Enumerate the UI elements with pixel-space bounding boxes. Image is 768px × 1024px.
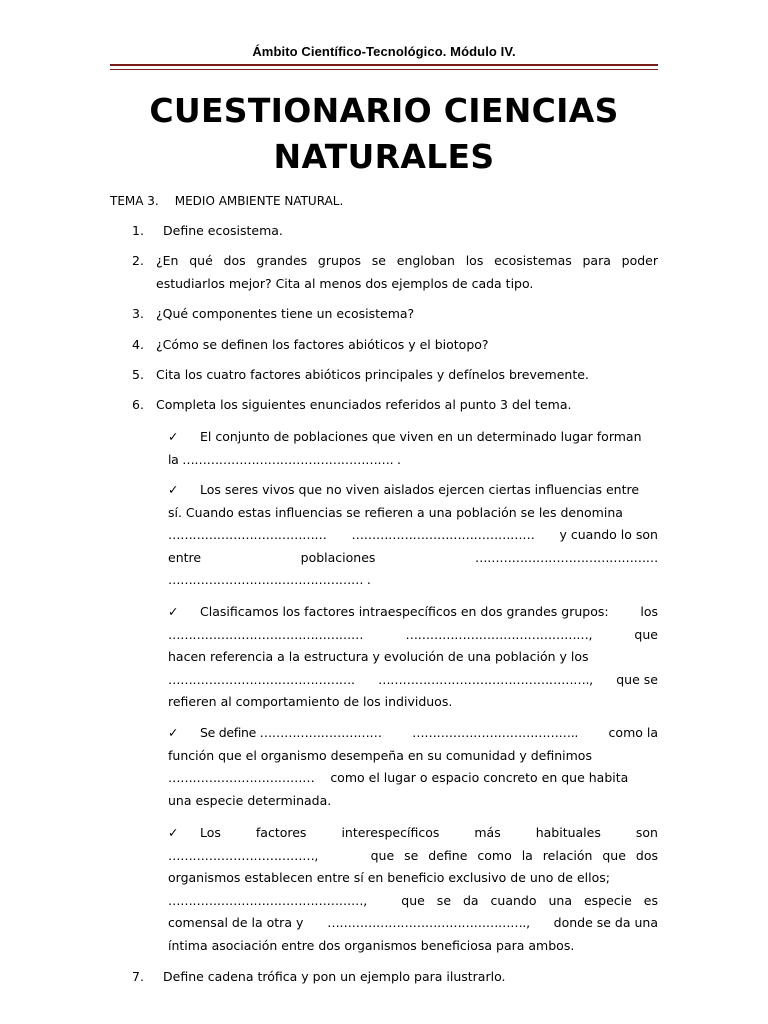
title-line-1: CUESTIONARIO CIENCIAS [149,91,619,130]
question-number: 5. [132,367,144,382]
blank: ………………………………………… [168,626,364,642]
blank: ………………………………….. [412,725,579,740]
item-text: interespecíficos [341,825,440,840]
question-1 [110,220,658,243]
check-mark-icon: ✓ [168,482,179,497]
item-text: que se [616,671,658,687]
item-text: más [474,825,501,840]
check-mark-icon: ✓ [168,429,179,444]
item-text: que se define como la relación que dos [370,847,658,863]
question-text: ¿Cómo se definen los factores abióticos y el biotopo? [156,337,489,352]
check-mark-icon: ✓ [168,604,179,619]
topic-heading [110,194,343,208]
blank: ……………………………………… [351,527,535,542]
topic-text: MEDIO AMBIENTE NATURAL. [174,194,344,208]
item-text: son [635,825,658,840]
item-row [168,822,658,845]
document-title [0,88,768,180]
check-mark-icon: ✓ [168,725,179,740]
blank-line: la ……………………………………………. . [168,451,401,467]
item-text: hacen referencia a la estructura y evolución de una población y los [168,649,589,664]
blank-row [168,624,658,647]
item-text: factores [255,825,307,840]
item-text: habituales [535,825,601,840]
item-text: Los seres vivos que no viven aislados ejercen ciertas influencias entre [200,482,640,497]
item-text: íntima asociación entre dos organismos beneficiosa para ambos. [168,937,575,953]
fill-in-item-3 [168,601,658,714]
item-text: los [640,604,658,619]
blank: …………………………………………., [327,915,530,930]
item-text: función que el organismo desempeña en su comunidad y definimos [168,747,592,763]
running-header: Ámbito Científico-Tecnológico. Módulo IV. [252,44,516,59]
question-4 [110,334,658,357]
blank-row [168,890,658,913]
blank-line: ………………………………………… . [168,572,371,587]
title-line-2: NATURALES [273,137,495,176]
question-text: Cita los cuatro factores abióticos principales y defínelos brevemente. [156,367,589,382]
question-number: 2. [132,253,144,268]
blank-row [168,722,658,745]
question-number: 1. [132,223,144,238]
item-text: que se da cuando una especie es [401,892,658,908]
blank: ………………………………… [168,527,327,542]
question-2 [110,250,658,295]
topic-label: TEMA 3. [110,194,159,208]
question-text: Completa los siguientes enunciados referidos al punto 3 del tema. [156,397,572,412]
question-number: 6. [132,397,144,412]
item-text: poblaciones [300,549,376,565]
blank-row [168,912,658,935]
question-text: Define ecosistema. [163,223,283,238]
question-text: ¿Qué componentes tiene un ecosistema? [156,306,415,321]
question-3 [110,303,658,326]
item-text: como la [608,725,658,740]
item-text: organismos establecen entre sí en beneficio exclusivo de uno de ellos; [168,870,610,885]
fill-in-item-2 [168,479,658,592]
blank: ……………………………………… [474,549,658,565]
blank-row [168,547,658,570]
blank: ………………………………, [168,847,319,863]
item-text: y cuando lo son [559,527,658,542]
blank-row [168,524,658,547]
item-text: comensal de la otra y [168,915,304,930]
blank-row [168,845,658,868]
question-6 [110,394,658,417]
blank: …………………………………………, [168,892,367,908]
item-text: donde se da una [553,915,658,930]
item-text: como el lugar o espacio concreto en que habita [330,770,629,785]
question-text: ¿En qué dos grandes grupos se engloban los ecosistemas para poder estudiarlos mejor? Cita al menos dos ejemplos de cada tipo. [156,253,658,291]
question-5 [110,364,658,387]
item-text: El conjunto de poblaciones que viven en un determinado lugar forman [200,429,642,444]
item-text: entre [168,549,202,565]
blank-row [168,669,658,692]
fill-in-item-4 [168,722,658,812]
item-text: que [634,626,658,642]
item-row [168,601,658,624]
question-text: Define cadena trófica y pon un ejemplo para ilustrarlo. [163,969,506,984]
item-text: refieren al comportamiento de los individuos. [168,694,453,709]
question-number: 4. [132,337,144,352]
item-text: Los [200,825,221,840]
fill-in-item-5 [168,822,658,957]
check-mark-icon: ✓ [168,825,179,840]
blank: ………………………………………. [168,671,355,687]
blank: ………………………………………, [405,626,593,642]
blank-row [168,767,658,790]
item-text: sí. Cuando estas influencias se refieren a una población se les denomina [168,504,623,520]
fill-in-item-1 [168,426,658,471]
item-text: Clasificamos los factores intraespecíficos en dos grandes grupos: [200,604,609,619]
item-text: Se define ………………………… [200,725,382,740]
blank: ……………………………………………., [378,671,593,687]
blank: ……………………………… [168,770,315,785]
header-rule-thick [110,64,658,66]
question-number: 7. [132,969,144,984]
item-text: una especie determinada. [168,792,332,808]
header-rule-thin [110,69,658,70]
question-number: 3. [132,306,144,321]
question-7 [110,966,658,989]
